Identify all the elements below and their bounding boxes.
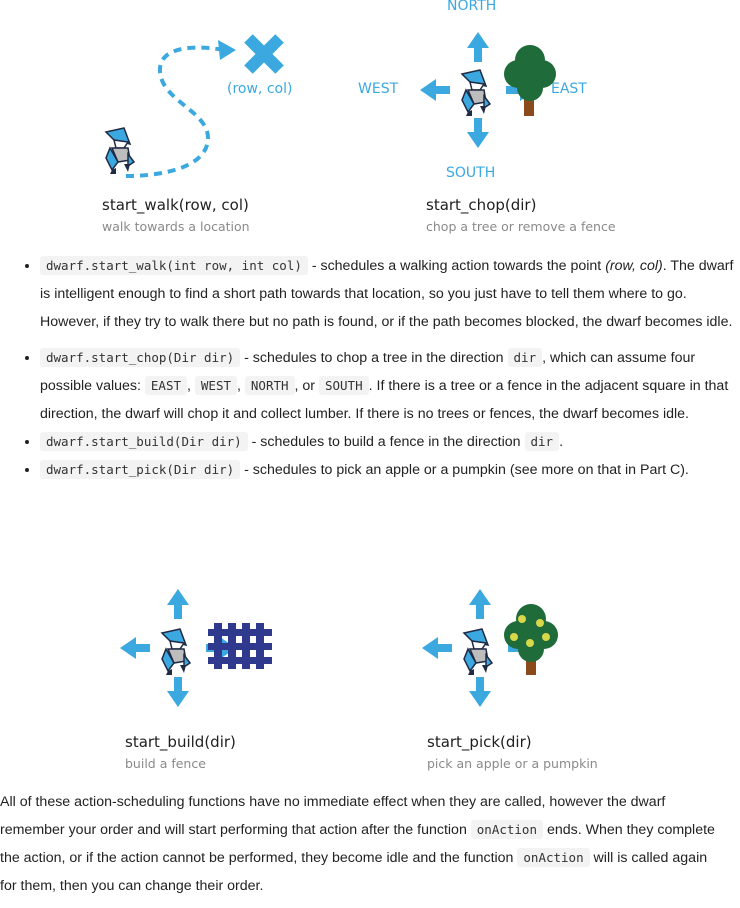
code-start-pick: dwarf.start_pick(Dir dir) bbox=[40, 460, 240, 479]
build-title: start_build(dir) bbox=[125, 733, 236, 751]
pick-title: start_pick(dir) bbox=[427, 733, 532, 751]
chop-subtitle: chop a tree or remove a fence bbox=[426, 219, 616, 234]
walk-illustration bbox=[96, 28, 326, 198]
figure-build bbox=[110, 585, 350, 785]
east-label: EAST bbox=[551, 81, 587, 97]
path-arrowhead bbox=[218, 40, 236, 60]
build-illustration bbox=[110, 585, 350, 715]
south-label: SOUTH bbox=[446, 165, 496, 181]
dwarf-icon bbox=[162, 629, 190, 675]
target-label: (row, col) bbox=[227, 81, 293, 97]
walk-subtitle: walk towards a location bbox=[102, 219, 250, 234]
code-start-build: dwarf.start_build(Dir dir) bbox=[40, 432, 248, 451]
target-x-icon bbox=[233, 23, 295, 85]
arrow-south-icon bbox=[469, 677, 491, 707]
dashed-path bbox=[126, 48, 224, 176]
list-item-walk: • dwarf.start_walk(int row, int col) - schedules a walking action towards the point (row, col). The dwarf is intelligent enough to find a short path towards that location, so you just have to tell them where to go. However, if they try to walk there but no path is found, or if the path becomes blocked, the dwarf becomes idle. bbox=[40, 252, 740, 336]
action-list bbox=[20, 252, 740, 484]
walk-title: start_walk(row, col) bbox=[102, 196, 249, 214]
arrow-west-icon bbox=[120, 637, 150, 659]
list-item-chop: • dwarf.start_chop(Dir dir) - schedules to chop a tree in the direction dir , which can assume four possible values: EAST , WEST , NORTH , or SOUTH . If there is a tree or a fence in the adjacent square in that direction, the dwarf will chop it and collect lumber. If there is no trees or fences, the dwarf becomes idle. bbox=[40, 344, 740, 428]
figure-walk bbox=[96, 28, 326, 238]
arrow-west-icon bbox=[422, 637, 452, 659]
code-onaction: onAction bbox=[471, 820, 543, 839]
figure-pick bbox=[412, 585, 652, 785]
arrow-west-icon bbox=[420, 79, 450, 101]
code-onaction: onAction bbox=[517, 848, 589, 867]
pick-illustration bbox=[412, 585, 652, 715]
dwarf-icon bbox=[464, 629, 492, 675]
tree-icon bbox=[504, 45, 556, 116]
north-label: NORTH bbox=[447, 0, 497, 14]
dwarf-icon bbox=[106, 128, 134, 174]
code-start-chop: dwarf.start_chop(Dir dir) bbox=[40, 348, 240, 367]
list-item-pick: • dwarf.start_pick(Dir dir) - schedules to pick an apple or a pumpkin (see more on that in Part C). bbox=[40, 456, 740, 484]
chop-illustration bbox=[350, 0, 590, 170]
arrow-north-icon bbox=[167, 589, 189, 619]
build-subtitle: build a fence bbox=[125, 756, 206, 771]
figure-chop bbox=[350, 0, 640, 240]
pick-subtitle: pick an apple or a pumpkin bbox=[427, 756, 598, 771]
list-item-build: • dwarf.start_build(Dir dir) - schedules to build a fence in the direction dir . bbox=[40, 428, 740, 456]
closing-paragraph: All of these action-scheduling functions have no immediate effect when they are called, however the dwarf remember your order and will start performing that action after the function onAction ends. When they complete the action, or if the action cannot be performed, they become idle and the function onAction will is called again for them, then you can change their order. bbox=[0, 794, 715, 894]
dwarf-icon bbox=[462, 70, 490, 116]
arrow-south-icon bbox=[167, 677, 189, 707]
arrow-north-icon bbox=[469, 589, 491, 619]
west-label: WEST bbox=[358, 81, 399, 97]
fence-icon bbox=[208, 623, 272, 669]
code-start-walk: dwarf.start_walk(int row, int col) bbox=[40, 256, 308, 275]
chop-title: start_chop(dir) bbox=[426, 196, 537, 214]
arrow-south-icon bbox=[467, 118, 489, 148]
arrow-north-icon bbox=[467, 32, 489, 62]
apple-tree-icon bbox=[504, 604, 558, 675]
